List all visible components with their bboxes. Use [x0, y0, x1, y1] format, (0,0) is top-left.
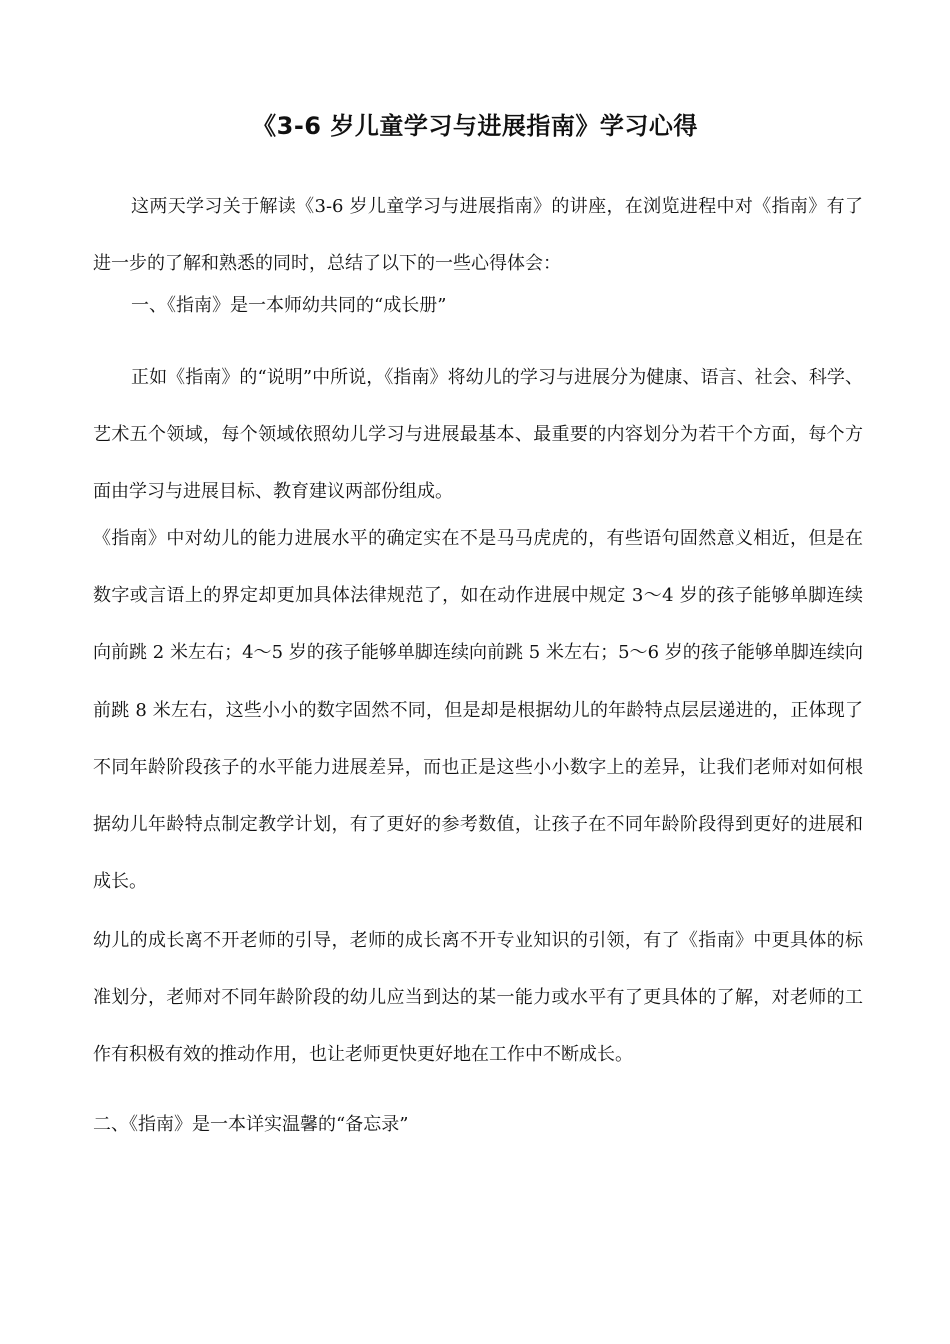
body-paragraph: 幼儿的成长离不开老师的引导，老师的成长离不开专业知识的引领，有了《指南》中更具体的标准划分，老师对不同年龄阶段的幼儿应当到达的某一能力或水平有了更具体的了解，对老师的工作有积极有效的推动作用，也让老师更快更好地在工作中不断成长。 — [93, 930, 863, 1065]
body-paragraph: 《指南》中对幼儿的能力进展水平的确定实在不是马马虎虎的，有些语句固然意义相近，但是在数字或言语上的界定却更加具体法律规范了，如在动作进展中规定 3～4 岁的孩子能够单脚连续向前跳 2 米左右；4～5 岁的孩子能够单脚连续向前跳 5 米左右；5～6 岁的孩子能够单脚连续向前跳 8 米左右，这些小小的数字固然不同，但是却是根据幼儿的年龄特点层层递进的，正体现了不同年龄阶段孩子的水平能力进展差异，而也正是这些小小数字上的差异，让我们老师对如何根据幼儿年龄特点制定教学计划，有了更好的参考数值，让孩子在不同年龄阶段得到更好的进展和成长。 — [93, 528, 863, 893]
body-paragraph: 正如《指南》的“说明”中所说，《指南》将幼儿的学习与进展分为健康、语言、社会、科学、艺术五个领域，每个领域依照幼儿学习与进展最基本、最重要的内容划分为若干个方面，每个方面由学习与进展目标、教育建议两部份组成。 — [93, 367, 863, 502]
section-heading-2: 二、《指南》是一本详实温馨的“备忘录” — [93, 1114, 409, 1135]
section-heading-1: 一、《指南》是一本师幼共同的“成长册” — [131, 295, 447, 316]
document-title: 《3-6 岁儿童学习与进展指南》学习心得 — [252, 112, 698, 140]
intro-paragraph: 这两天学习关于解读《3-6 岁儿童学习与进展指南》的讲座，在浏览进程中对《指南》有了进一步的了解和熟悉的同时，总结了以下的一些心得体会： — [93, 196, 863, 274]
